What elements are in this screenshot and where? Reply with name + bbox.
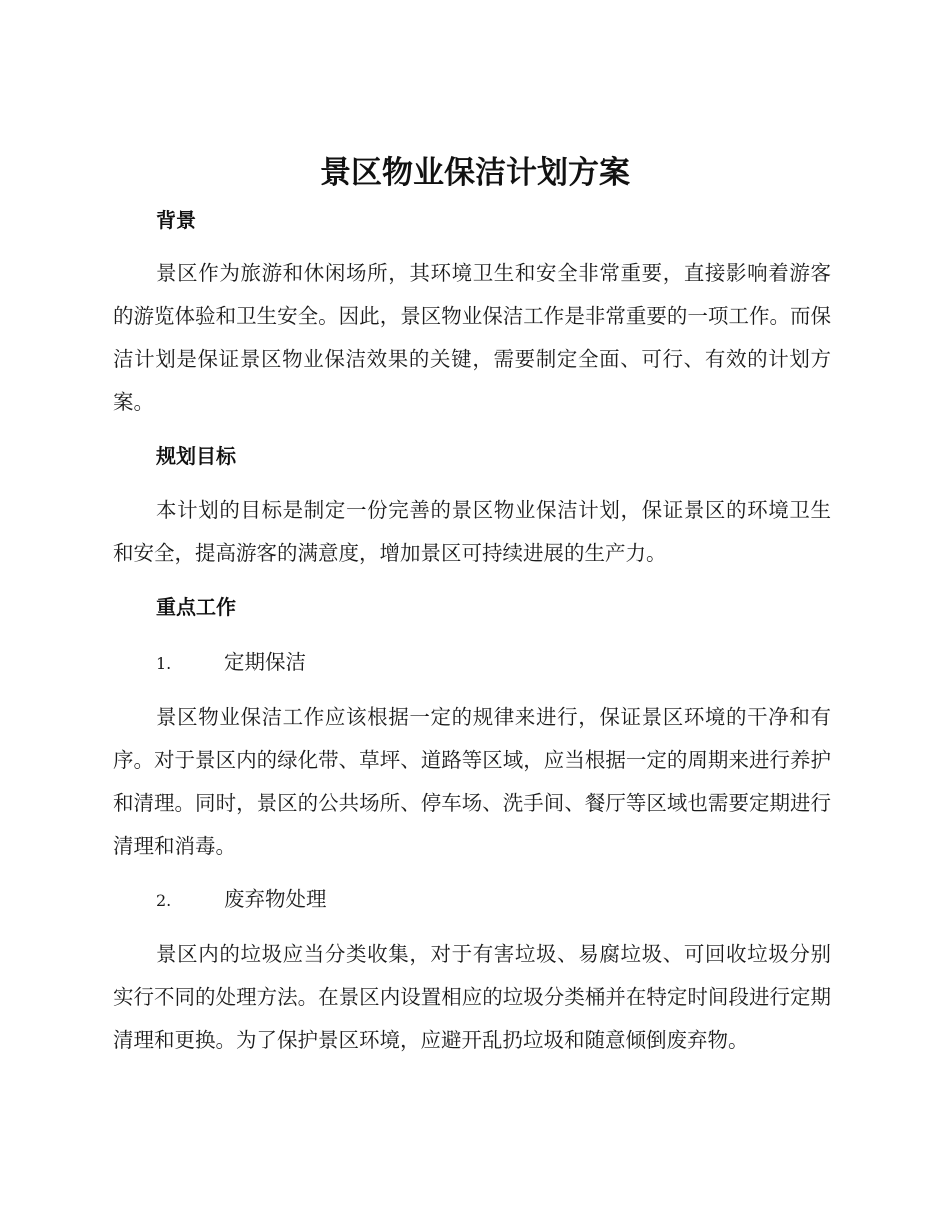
- list-number: 1.: [156, 654, 172, 673]
- list-number: 2.: [156, 891, 172, 910]
- section-heading-key-work: 重点工作: [156, 595, 236, 619]
- list-label: 废弃物处理: [224, 887, 327, 911]
- section-heading-goals: 规划目标: [156, 444, 236, 468]
- goals-paragraph: 本计划的目标是制定一份完善的景区物业保洁计划，保证景区的环境卫生和安全，提高游客的满意度，增加景区可持续进展的生产力。: [113, 498, 831, 565]
- list-item-regular-cleaning: [156, 647, 306, 679]
- section-heading-background: 背景: [156, 208, 196, 232]
- background-paragraph: 景区作为旅游和休闲场所，其环境卫生和安全非常重要，直接影响着游客的游览体验和卫生安全。因此，景区物业保洁工作是非常重要的一项工作。而保洁计划是保证景区物业保洁效果的关键，需要制定全面、可行、有效的计划方案。: [113, 261, 831, 414]
- list-label: 定期保洁: [224, 650, 306, 674]
- list-item-waste-disposal: [156, 884, 327, 916]
- waste-disposal-paragraph: 景区内的垃圾应当分类收集，对于有害垃圾、易腐垃圾、可回收垃圾分别实行不同的处理方法。在景区内设置相应的垃圾分类桶并在特定时间段进行定期清理和更换。为了保护景区环境，应避开乱扔垃圾和随意倾倒废弃物。: [113, 942, 831, 1052]
- document-title: 景区物业保洁计划方案: [320, 155, 630, 191]
- regular-cleaning-paragraph: 景区物业保洁工作应该根据一定的规律来进行，保证景区环境的干净和有序。对于景区内的绿化带、草坪、道路等区域，应当根据一定的周期来进行养护和清理。同时，景区的公共场所、停车场、洗手间、餐厅等区域也需要定期进行清理和消毒。: [113, 705, 831, 858]
